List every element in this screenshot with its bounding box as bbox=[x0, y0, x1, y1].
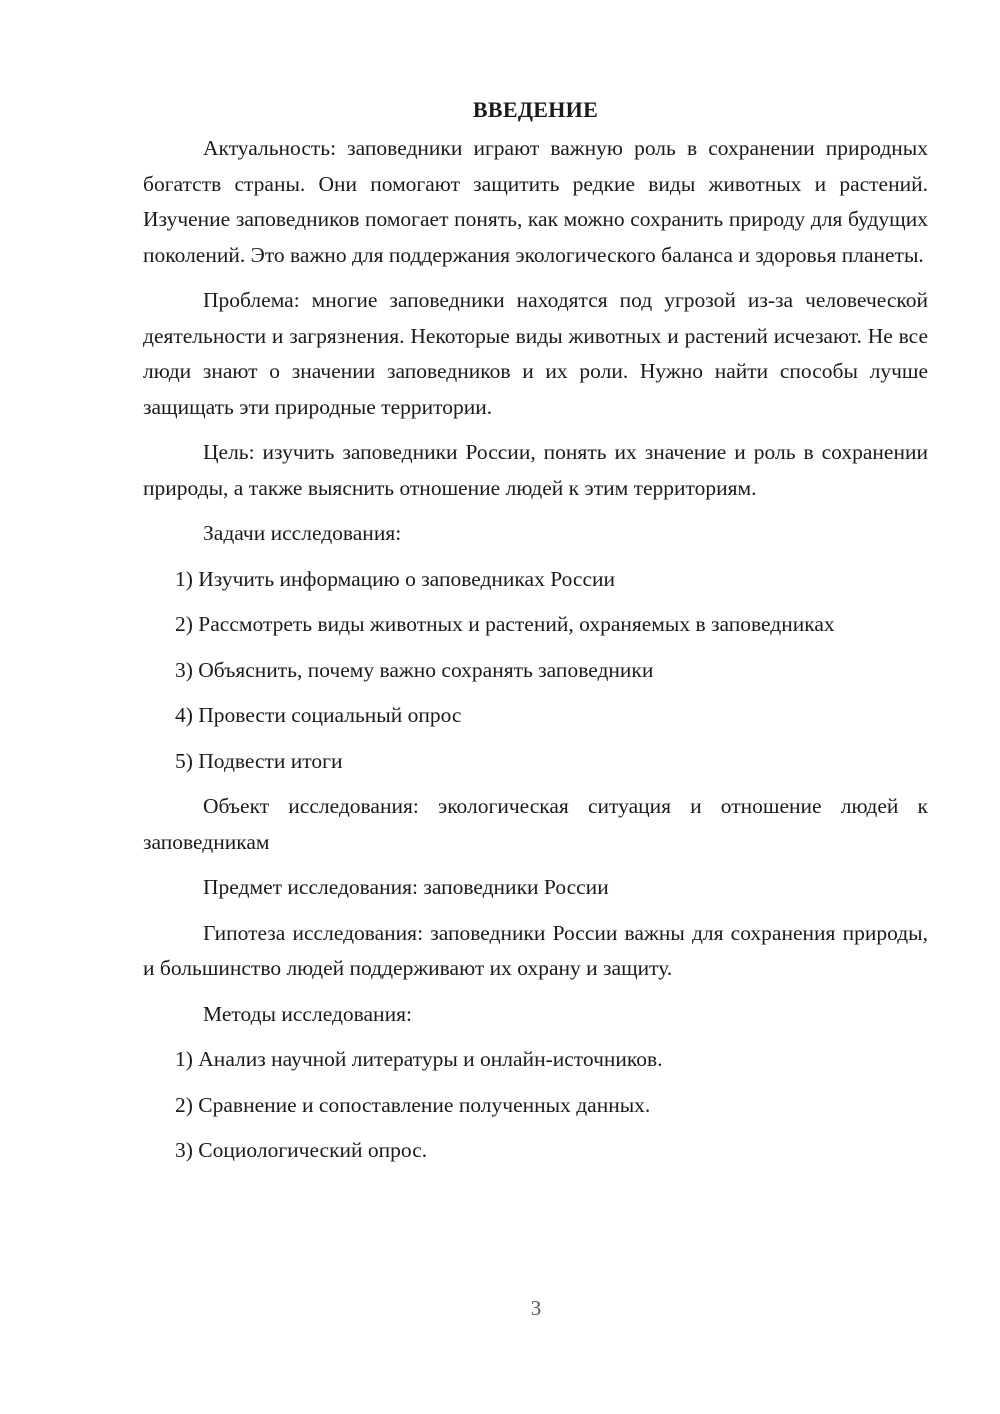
method-item: 1) Анализ научной литературы и онлайн-источников. bbox=[175, 1047, 663, 1071]
section-heading: ВВЕДЕНИЕ bbox=[472, 97, 599, 122]
methods-title: Методы исследования: bbox=[203, 1001, 412, 1026]
task-item: 3) Объяснить, почему важно сохранять заповедники bbox=[175, 657, 654, 682]
goal-paragraph: Цель: изучить заповедники России, понять их значение и роль в сохранении природы, а также выяснить отношение людей к этим территориям. bbox=[143, 440, 928, 500]
task-item: 1) Изучить информацию о заповедниках России bbox=[175, 566, 616, 591]
subject-paragraph: Предмет исследования: заповедники России bbox=[203, 875, 609, 899]
object-paragraph: Объект исследования: экологическая ситуация и отношение людей к заповедникам bbox=[143, 794, 928, 854]
page-number: 3 bbox=[530, 1296, 542, 1320]
method-item: 2) Сравнение и сопоставление полученных данных. bbox=[175, 1092, 651, 1117]
relevance-paragraph: Актуальность: заповедники играют важную роль в сохранении природных богатств страны. Они помогают защитить редкие виды животных и растений. Изучение заповедников помогает понять, как можно сохранить природу для будущих поколений. Это важно для поддержания экологического баланса и здоровья планеты. bbox=[143, 136, 928, 267]
document-page bbox=[143, 92, 928, 1179]
problem-paragraph: Проблема: многие заповедники находятся под угрозой из-за человеческой деятельности и загрязнения. Некоторые виды животных и растений исчезают. Не все люди знают о значении заповедников и их роли. Нужно найти способы лучше защищать эти природные территории. bbox=[143, 288, 928, 419]
hypothesis-paragraph: Гипотеза исследования: заповедники России важны для сохранения природы, и большинство людей поддерживают их охрану и защиту. bbox=[143, 920, 928, 980]
tasks-title: Задачи исследования: bbox=[203, 521, 402, 545]
method-item: 3) Социологический опрос. bbox=[175, 1138, 428, 1162]
task-item: 4) Провести социальный опрос bbox=[175, 703, 462, 727]
task-item: 5) Подвести итоги bbox=[175, 748, 343, 773]
task-item: 2) Рассмотреть виды животных и растений, охраняемых в заповедниках bbox=[175, 612, 835, 636]
